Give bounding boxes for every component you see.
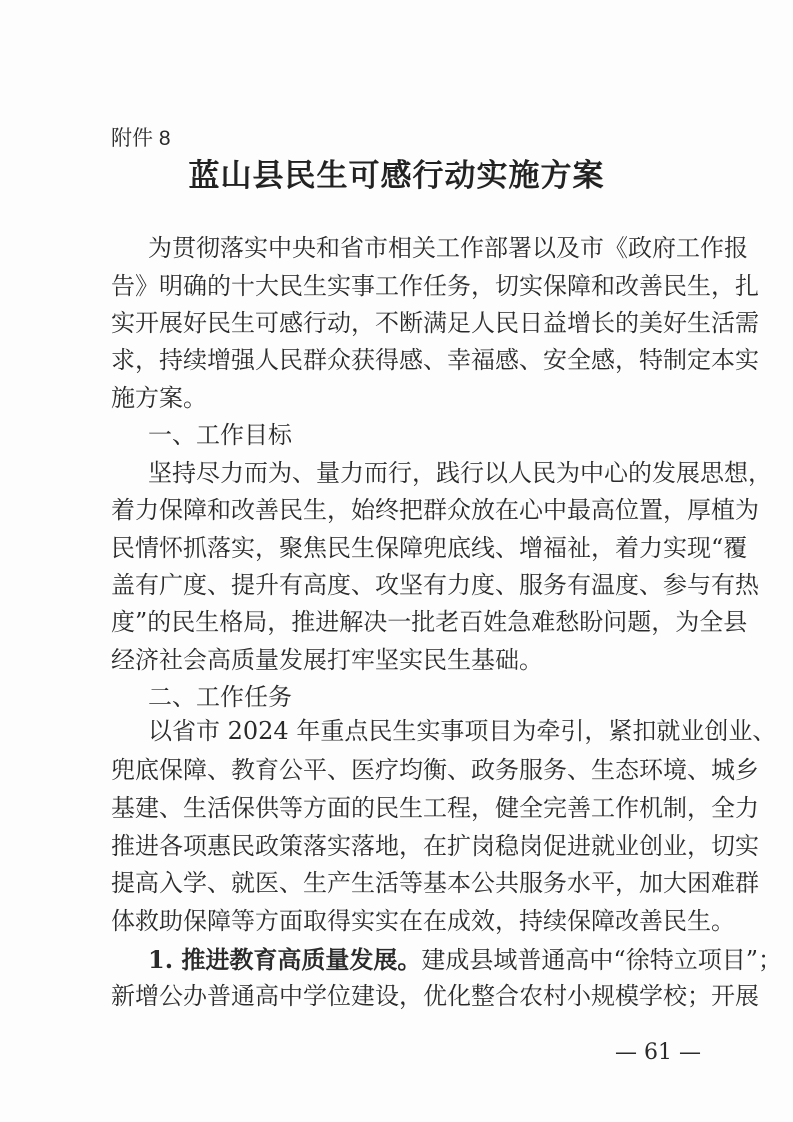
- body-line: 坚持尽力而为、量力而行，践行以人民为中心的发展思想，: [148, 459, 772, 487]
- body-line: 推进各项惠民政策落实落地，在扩岗稳岗促进就业创业，切实: [111, 832, 759, 860]
- body-line: 基建、生活保供等方面的民生工程，健全完善工作机制，全力: [111, 794, 759, 822]
- body-line: 度”的民生格局，推进解决一批老百姓急难愁盼问题，为全县: [111, 608, 748, 636]
- intro-line: 为贯彻落实中央和省市相关工作部署以及市《政府工作报: [148, 234, 748, 262]
- body-line: 经济社会高质量发展打牢坚实民生基础。: [111, 646, 543, 674]
- intro-line: 求，持续增强人民群众获得感、幸福感、安全感，特制定本实: [111, 346, 759, 374]
- intro-line: 告》明确的十大民生实事工作任务，切实保障和改善民生，扎: [111, 272, 759, 300]
- section-heading-goals: 一、工作目标: [148, 421, 292, 449]
- body-line: 着力保障和改善民生，始终把群众放在心中最高位置，厚植为: [111, 496, 759, 524]
- body-line: 体救助保障等方面取得实实在在成效，持续保障改善民生。: [111, 907, 735, 935]
- item-1-text: 建成县域普通高中“徐特立项目”；: [421, 946, 782, 974]
- body-line: 以省市 2024 年重点民生实事项目为牵引，紧扣就业创业、: [148, 717, 777, 745]
- attachment-label: 附件 8: [111, 127, 171, 150]
- intro-line: 施方案。: [111, 384, 207, 412]
- item-1-line: [148, 945, 782, 975]
- intro-line: 实开展好民生可感行动，不断满足人民日益增长的美好生活需: [111, 309, 759, 337]
- section-heading-tasks: 二、工作任务: [148, 683, 292, 711]
- body-line: 民情怀抓落实，聚焦民生保障兜底线、增福祉，着力实现“覆: [111, 534, 748, 562]
- body-line: 兜底保障、教育公平、医疗均衡、政务服务、生态环境、城乡: [111, 756, 759, 784]
- item-1-lead: 1. 推进教育高质量发展。: [148, 945, 422, 974]
- body-line: 提高入学、就医、生产生活等基本公共服务水平，加大困难群: [111, 869, 759, 897]
- document-title: 蓝山县民生可感行动实施方案: [188, 158, 605, 194]
- body-line: 盖有广度、提升有高度、攻坚有力度、服务有温度、参与有热: [111, 571, 759, 599]
- body-line: 新增公办普通高中学位建设，优化整合农村小规模学校；开展: [111, 982, 759, 1010]
- page-number: — 61 —: [615, 1040, 701, 1065]
